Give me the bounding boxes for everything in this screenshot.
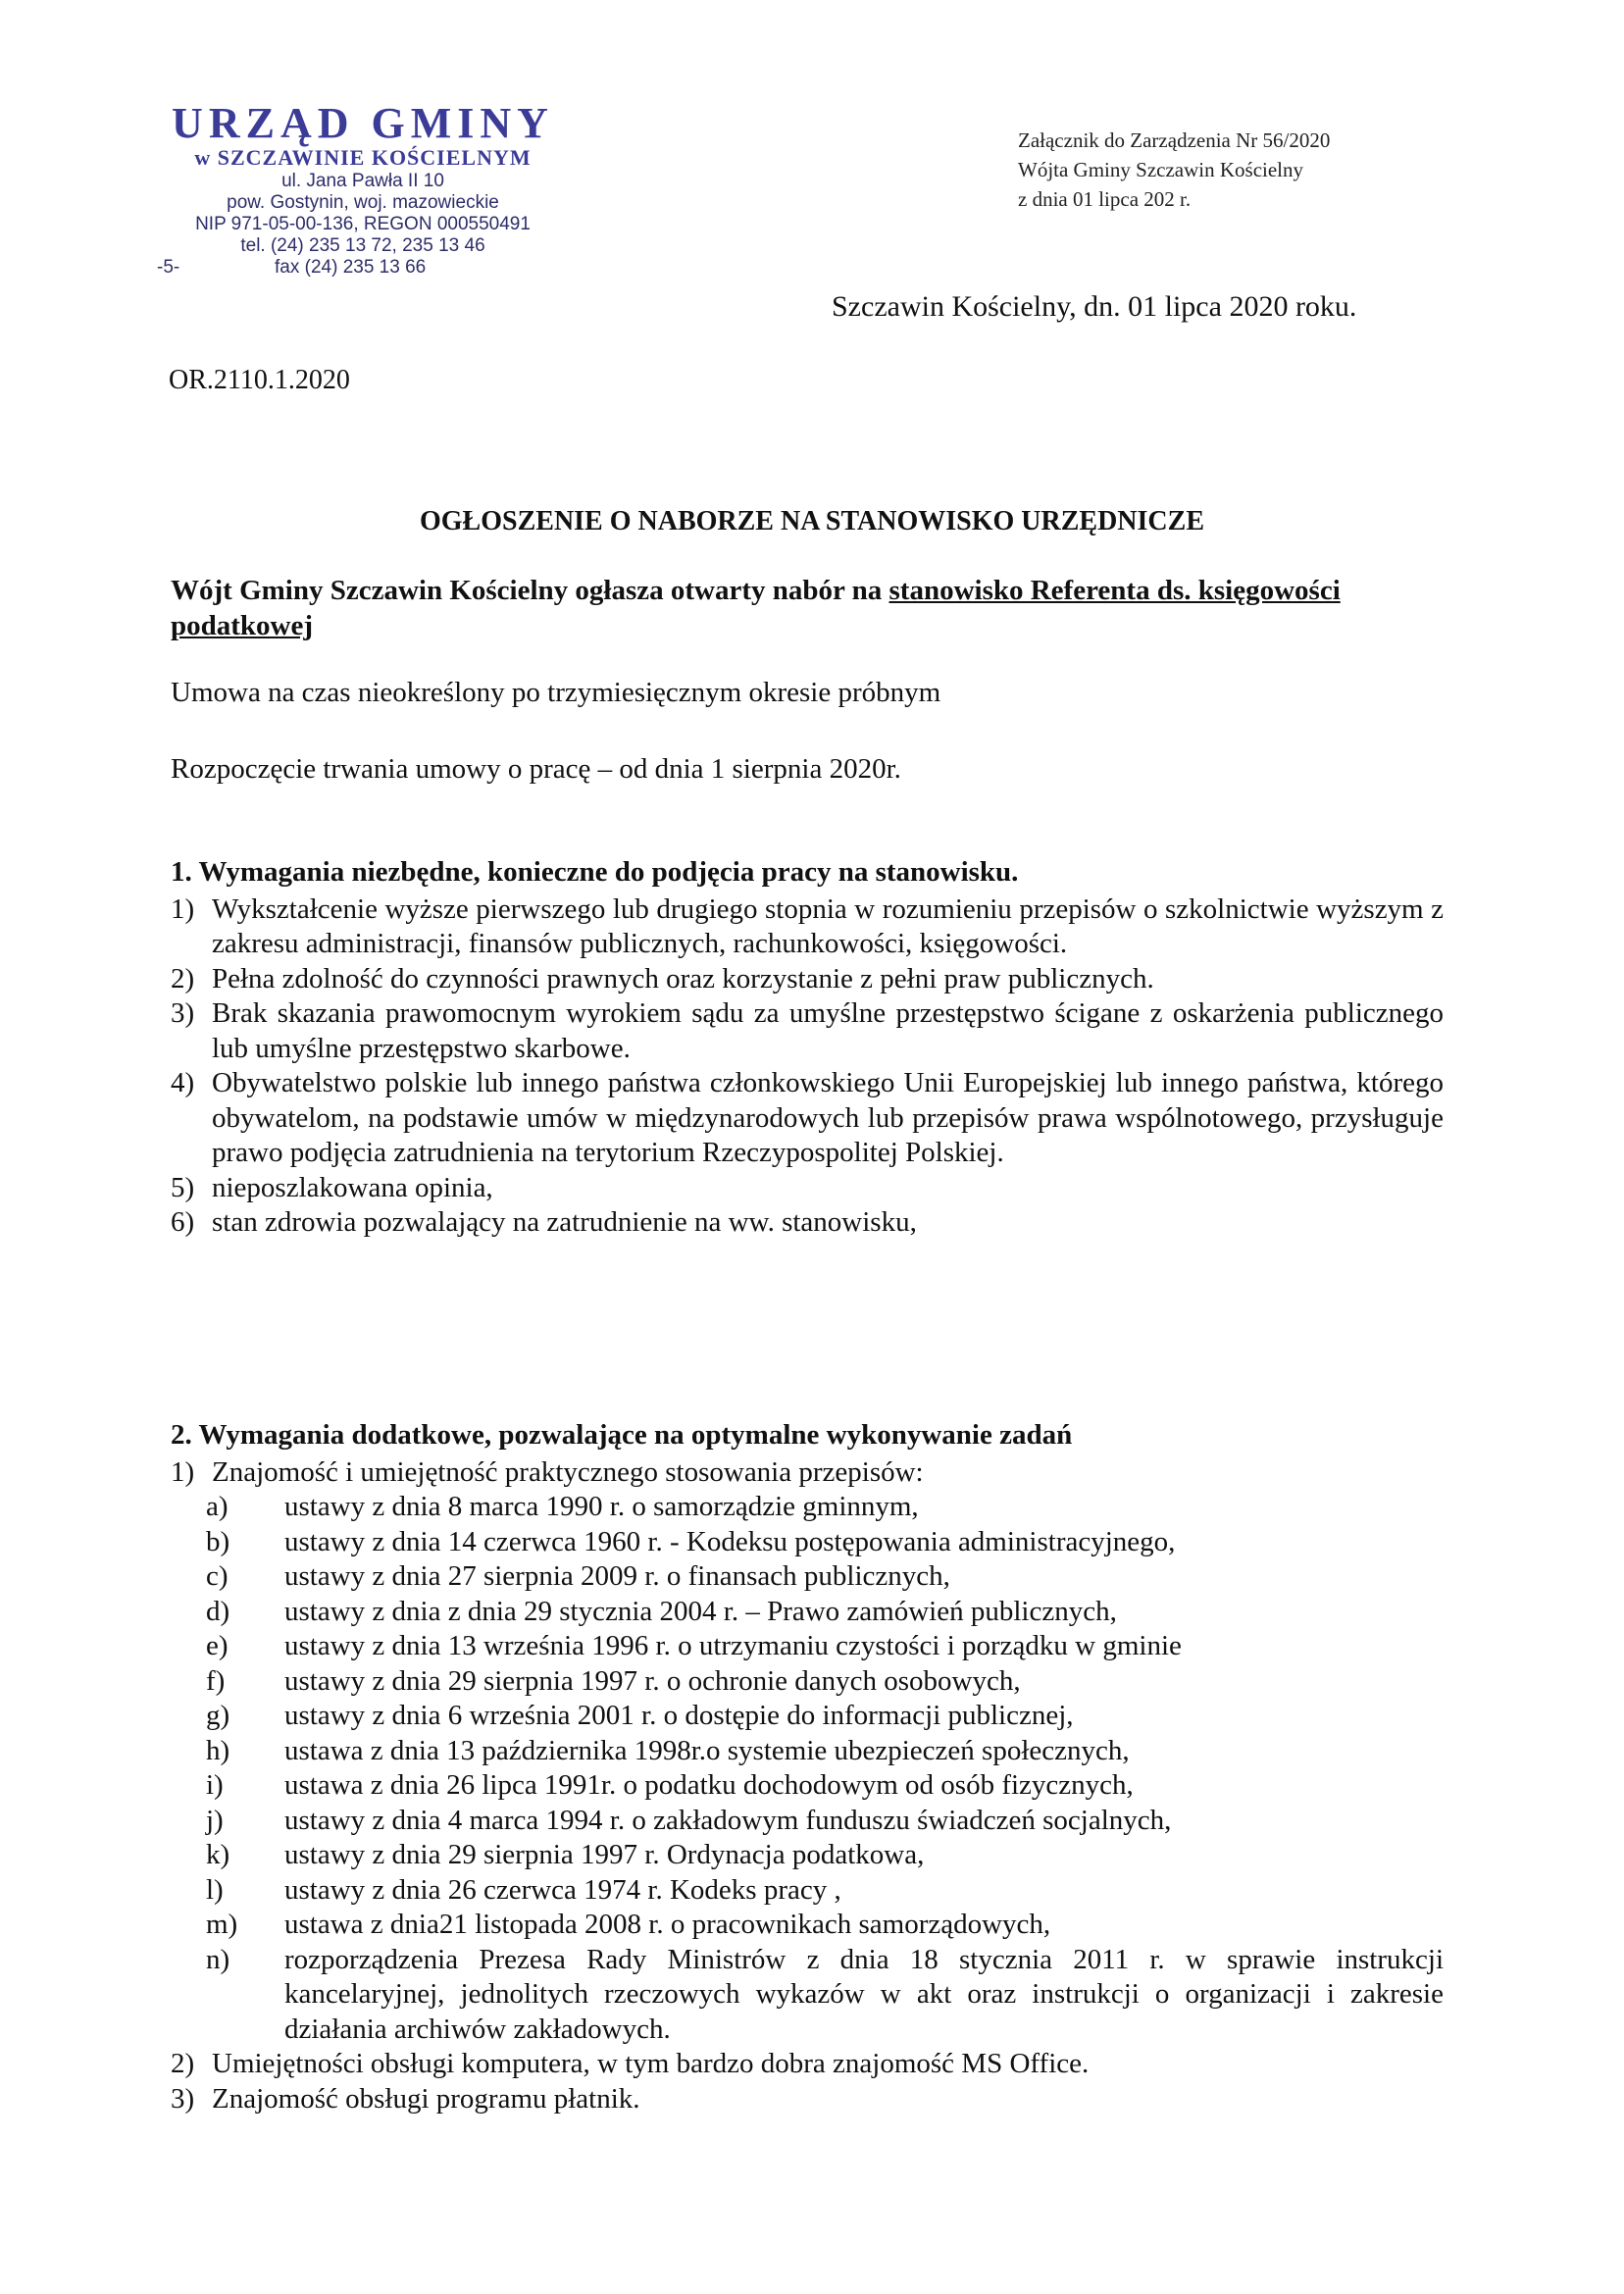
sub-item-letter: k) [206,1839,230,1870]
sub-list-item [171,1559,1444,1595]
sub-item-letter: n) [206,1943,230,1975]
sub-item-letter: h) [206,1734,230,1766]
item-number: 2) [171,962,195,994]
sub-item-text: ustawy z dnia 29 sierpnia 1997 r. Ordynacja podatkowa, [284,1839,925,1870]
item-text: Umiejętności obsługi komputera, w tym bardzo dobra znajomość MS Office. [212,2048,1090,2079]
office-stamp [157,99,588,279]
page-title: OGŁOSZENIE O NABORZE NA STANOWISKO URZĘDNICZE [420,506,1204,536]
item-number: 1) [171,1455,195,1488]
sub-item-letter: c) [206,1560,228,1592]
sub-list-item [171,1699,1444,1734]
item-number: 1) [171,892,195,925]
sub-item-text: ustawy z dnia 13 września 1996 r. o utrzymaniu czystości i porządku w gminie [284,1630,1182,1661]
position-name: stanowisko Referenta ds. księgowości podatkowej [171,575,1341,641]
item-text: Pełna zdolność do czynności prawnych oraz korzystanie z pełni praw publicznych. [212,962,1154,994]
item-text: Obywatelstwo polskie lub innego państwa członkowskiego Unii Europejskiej lub innego państwa, którego obywatelom, na podstawie umów w międzynarodowych lub przepisów prawa wspólnotowego, przysługuje prawo podjęcia zatrudnienia na terytorium Rzeczypospolitej Polskiej. [212,1067,1444,1168]
sub-item-letter: l) [206,1873,224,1906]
sub-list-item [171,1525,1444,1560]
place-date: Szczawin Kościelny, dn. 01 lipca 2020 roku. [832,290,1357,323]
sub-list-item [171,1664,1444,1700]
sub-item-text: ustawy z dnia 8 marca 1990 r. o samorządzie gminnym, [284,1491,919,1522]
announcement-intro [171,573,1446,643]
sub-item-letter: j) [206,1804,224,1836]
sub-list-item [171,1768,1444,1804]
sub-item-text: ustawy z dnia 29 sierpnia 1997 r. o ochronie danych osobowych, [284,1664,1021,1697]
stamp-subtitle: w SZCZAWINIE KOŚCIELNYM [194,145,532,170]
sub-item-letter: g) [206,1700,230,1731]
sub-item-text: ustawy z dnia 27 sierpnia 2009 r. o finansach publicznych, [284,1560,950,1592]
stamp-street: ul. Jana Pawła II 10 [281,171,444,191]
sub-item-letter: e) [206,1630,228,1661]
section-required-title: 1. Wymagania niezbędne, konieczne do podjęcia pracy na stanowisku. [171,856,1019,888]
sub-list-item [171,1734,1444,1769]
sub-item-text: ustawy z dnia 14 czerwca 1960 r. - Kodeksu postępowania administracyjnego, [284,1525,1176,1557]
sub-item-letter: f) [206,1664,226,1697]
sub-item-text: ustawy z dnia 4 marca 1994 r. o zakładowym funduszu świadczeń socjalnych, [284,1804,1172,1836]
sub-item-text: ustawy z dnia 6 września 2001 r. o dostępie do informacji publicznej, [284,1700,1074,1731]
sub-list-item [171,1873,1444,1909]
sub-item-text: ustawa z dnia 26 lipca 1991r. o podatku dochodowym od osób fizycznych, [284,1769,1134,1801]
sub-list-item [171,1804,1444,1839]
sub-list-item [171,1908,1444,1943]
section-additional [171,1418,1444,2116]
annex-note [1018,126,1330,214]
intro-text: Wójt Gminy Szczawin Kościelny ogłasza otwarty nabór na [171,575,889,606]
stamp-title: URZĄD GMINY [172,99,554,147]
item-number: 6) [171,1206,195,1238]
item-text: Znajomość obsługi programu płatnik. [212,2082,640,2115]
item-number: 4) [171,1067,195,1098]
list-item [171,1455,1444,1491]
contract-start: Rozpoczęcie trwania umowy o pracę – od dnia 1 sierpnia 2020r. [171,753,901,785]
list-item [171,962,1444,997]
stamp-county: pow. Gostynin, woj. mazowieckie [227,192,499,213]
item-number: 5) [171,1171,195,1203]
list-item [171,1205,1444,1241]
sub-item-text: rozporządzenia Prezesa Rady Ministrów z dnia 18 stycznia 2011 r. w sprawie instrukcji kancelaryjnej, jednolitych rzeczowych wykazów w akt oraz instrukcji o organizacji i zakresie działania archiwów zakładowych. [284,1943,1444,2045]
item-text: Wykształcenie wyższe pierwszego lub drugiego stopnia w rozumieniu przepisów o szkolnictwie wyższym z zakresu administracji, finansów publicznych, rachunkowości, księgowości. [212,892,1444,959]
sub-item-letter: a) [206,1491,228,1522]
sub-item-letter: i) [206,1769,224,1801]
item-number: 3) [171,2082,195,2115]
stamp-code: -5- [157,257,180,278]
contract-type: Umowa na czas nieokreślony po trzymiesięcznym okresie próbnym [171,677,941,708]
sub-item-text: ustawy z dnia 26 czerwca 1974 r. Kodeks pracy , [284,1873,841,1906]
sub-list-item [171,1838,1444,1873]
list-item [171,892,1444,962]
item-number: 3) [171,997,195,1029]
sub-item-letter: b) [206,1525,230,1557]
item-text: stan zdrowia pozwalający na zatrudnienie na ww. stanowisku, [212,1206,917,1238]
list-item [171,996,1444,1066]
stamp-fax: fax (24) 235 13 66 [275,257,427,278]
list-item [171,1066,1444,1171]
item-text: Znajomość i umiejętność praktycznego stosowania przepisów: [212,1455,924,1488]
sub-item-text: ustawy z dnia z dnia 29 stycznia 2004 r. – Prawo zamówień publicznych, [284,1595,1117,1627]
sub-list-item [171,1595,1444,1630]
sub-item-text: ustawa z dnia21 listopada 2008 r. o pracownikach samorządowych, [284,1909,1051,1940]
sub-item-text: ustawa z dnia 13 października 1998r.o systemie ubezpieczeń społecznych, [284,1734,1130,1766]
list-item [171,2082,1444,2117]
section-required [171,855,1444,1241]
item-text: Brak skazania prawomocnym wyrokiem sądu za umyślne przestępstwo ścigane z oskarżenia publicznego lub umyślne przestępstwo skarbowe. [212,997,1444,1064]
sub-item-letter: m) [206,1909,238,1940]
item-text: nieposzlakowana opinia, [212,1171,493,1203]
annex-line-2: Wójta Gminy Szczawin Kościelny [1018,158,1304,181]
sub-list-item [171,1943,1444,2048]
list-item [171,2047,1444,2082]
stamp-tel: tel. (24) 235 13 72, 235 13 46 [240,235,485,256]
list-item [171,1171,1444,1206]
sub-item-letter: d) [206,1595,230,1627]
annex-line-1: Załącznik do Zarządzenia Nr 56/2020 [1018,128,1331,152]
sub-list-item [171,1490,1444,1525]
annex-line-3: z dnia 01 lipca 202 r. [1018,187,1192,211]
sub-list-item [171,1629,1444,1664]
reference-number: OR.2110.1.2020 [169,365,350,395]
stamp-ids: NIP 971-05-00-136, REGON 000550491 [195,214,531,234]
item-number: 2) [171,2048,195,2079]
section-additional-title: 2. Wymagania dodatkowe, pozwalające na optymalne wykonywanie zadań [171,1419,1073,1451]
